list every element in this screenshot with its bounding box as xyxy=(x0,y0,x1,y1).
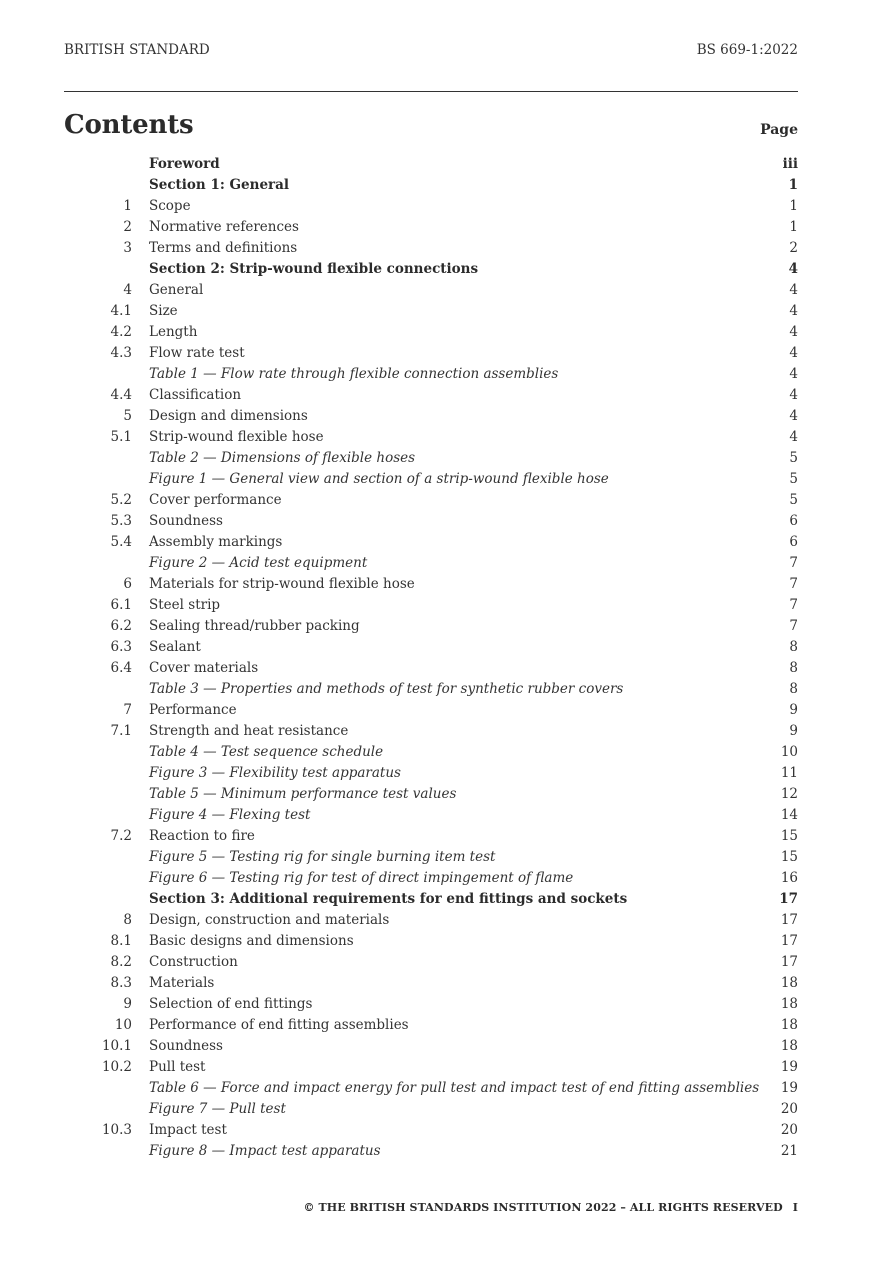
toc-entry-number: 2 xyxy=(123,219,132,235)
toc-entry[interactable] xyxy=(64,532,798,553)
toc-entry-title: Sealant xyxy=(149,639,201,655)
toc-entry-title: Assembly markings xyxy=(149,534,283,550)
toc-entry-title: Strength and heat resistance xyxy=(149,723,349,739)
toc-entry-page: 15 xyxy=(780,828,798,844)
toc-entry[interactable] xyxy=(64,511,798,532)
toc-entry-number: 8.1 xyxy=(110,933,132,949)
toc-entry-page: 21 xyxy=(780,1143,798,1159)
page-folio: I xyxy=(792,1201,798,1214)
toc-entry[interactable] xyxy=(64,301,798,322)
toc-entry-page: 8 xyxy=(789,660,798,676)
toc-entry[interactable] xyxy=(64,868,798,889)
toc-entry-number: 4.3 xyxy=(110,345,132,361)
toc-entry-title: Normative references xyxy=(149,219,299,235)
toc-entry-number: 3 xyxy=(123,240,132,256)
toc-entry[interactable] xyxy=(64,553,798,574)
toc-entry[interactable] xyxy=(64,364,798,385)
toc-entry-title: Performance xyxy=(149,702,237,718)
toc-entry-title: Flow rate test xyxy=(149,345,245,361)
toc-entry-page: 15 xyxy=(780,849,798,865)
toc-entry-title: Soundness xyxy=(149,513,223,529)
toc-entry[interactable] xyxy=(64,931,798,952)
toc-entry-page: 4 xyxy=(789,303,798,319)
toc-entry[interactable] xyxy=(64,952,798,973)
toc-entry-number: 7.2 xyxy=(110,828,132,844)
toc-entry-page: 7 xyxy=(789,618,798,634)
toc-entry-number: 7 xyxy=(123,702,132,718)
toc-entry[interactable] xyxy=(64,805,798,826)
toc-entry-title: Terms and definitions xyxy=(149,240,298,256)
toc-entry-number: 5.2 xyxy=(110,492,132,508)
toc-entry-title: Figure 5 — Testing rig for single burning item test xyxy=(149,849,496,865)
toc-entry-title: Basic designs and dimensions xyxy=(149,933,354,949)
toc-entry[interactable] xyxy=(64,889,798,910)
toc-entry-number: 5.3 xyxy=(110,513,132,529)
standard-number: BS 669-1:2022 xyxy=(696,42,798,58)
toc-entry-page: 4 xyxy=(789,282,798,298)
toc-entry-page: 16 xyxy=(780,870,798,886)
toc-entry-number: 5.4 xyxy=(110,534,132,550)
toc-entry-title: Impact test xyxy=(149,1122,227,1138)
toc-entry-title: Cover performance xyxy=(149,492,282,508)
toc-entry-title: Cover materials xyxy=(149,660,259,676)
toc-entry-title: Foreword xyxy=(149,156,220,172)
toc-entry[interactable] xyxy=(64,910,798,931)
toc-entry[interactable] xyxy=(64,721,798,742)
toc-entry[interactable] xyxy=(64,847,798,868)
toc-entry-title: Table 3 — Properties and methods of test for synthetic rubber covers xyxy=(149,681,624,697)
header-rule xyxy=(64,91,798,92)
toc-entry[interactable] xyxy=(64,763,798,784)
toc-entry-title: Pull test xyxy=(149,1059,206,1075)
page-footer xyxy=(303,1201,798,1214)
toc-entry-number: 4.4 xyxy=(110,387,132,403)
toc-entry[interactable] xyxy=(64,973,798,994)
toc-entry-number: 10.2 xyxy=(101,1059,132,1075)
toc-entry-number: 10 xyxy=(114,1017,132,1033)
toc-entry[interactable] xyxy=(64,175,798,196)
toc-entry-number: 10.1 xyxy=(101,1038,132,1054)
toc-entry-page: 17 xyxy=(779,891,798,907)
toc-entry[interactable] xyxy=(64,679,798,700)
toc-entry-page: 8 xyxy=(789,681,798,697)
toc-entry-number: 6 xyxy=(123,576,132,592)
toc-entry-title: Table 5 — Minimum performance test values xyxy=(149,786,457,802)
toc-entry[interactable] xyxy=(64,1099,798,1120)
toc-entry-page: 4 xyxy=(789,429,798,445)
toc-entry-title: Design and dimensions xyxy=(149,408,308,424)
toc-entry-title: Figure 2 — Acid test equipment xyxy=(149,555,368,571)
toc-entry-page: 4 xyxy=(789,408,798,424)
toc-entry-title: Selection of end fittings xyxy=(149,996,313,1012)
toc-entry-page: 2 xyxy=(789,240,798,256)
toc-entry-page: 18 xyxy=(780,996,798,1012)
toc-entry-title: Length xyxy=(149,324,198,340)
toc-entry-page: 4 xyxy=(789,345,798,361)
toc-entry-page: iii xyxy=(782,156,798,172)
toc-entry-title: Figure 6 — Testing rig for test of direct impingement of flame xyxy=(149,870,574,886)
toc-entry-title: Figure 7 — Pull test xyxy=(149,1101,286,1117)
toc-entry[interactable] xyxy=(64,196,798,217)
toc-entry-page: 1 xyxy=(789,198,798,214)
toc-entry[interactable] xyxy=(64,343,798,364)
toc-entry-title: Table 1 — Flow rate through flexible connection assemblies xyxy=(149,366,559,382)
toc-entry[interactable] xyxy=(64,595,798,616)
toc-entry-page: 5 xyxy=(789,492,798,508)
standard-type-label: BRITISH STANDARD xyxy=(64,42,210,58)
toc-entry-title: Classification xyxy=(149,387,242,403)
toc-entry-page: 17 xyxy=(780,954,798,970)
toc-entry-title: Figure 3 — Flexibility test apparatus xyxy=(149,765,401,781)
toc-entry-page: 1 xyxy=(788,177,798,193)
toc-entry[interactable] xyxy=(64,700,798,721)
toc-entry-number: 8.3 xyxy=(110,975,132,991)
toc-entry[interactable] xyxy=(64,637,798,658)
toc-entry-page: 18 xyxy=(780,975,798,991)
toc-entry-page: 17 xyxy=(780,933,798,949)
toc-entry[interactable] xyxy=(64,1078,798,1099)
toc-entry-page: 17 xyxy=(780,912,798,928)
toc-entry-page: 6 xyxy=(789,534,798,550)
toc-entry-page: 11 xyxy=(780,765,798,781)
toc-entry-page: 7 xyxy=(789,597,798,613)
toc-entry[interactable] xyxy=(64,280,798,301)
toc-entry-number: 4 xyxy=(123,282,132,298)
toc-entry[interactable] xyxy=(64,406,798,427)
toc-entry[interactable] xyxy=(64,994,798,1015)
toc-entry[interactable] xyxy=(64,469,798,490)
toc-entry-page: 4 xyxy=(788,261,798,277)
toc-entry-page: 5 xyxy=(789,471,798,487)
toc-entry-title: Table 2 — Dimensions of flexible hoses xyxy=(149,450,416,466)
running-header xyxy=(64,42,798,60)
copyright-notice: © THE BRITISH STANDARDS INSTITUTION 2022 – ALL RIGHTS RESERVED xyxy=(303,1201,783,1214)
toc-entry-page: 4 xyxy=(789,366,798,382)
table-of-contents xyxy=(64,154,798,1162)
toc-entry-number: 7.1 xyxy=(110,723,132,739)
toc-entry-number: 1 xyxy=(123,198,132,214)
toc-entry[interactable] xyxy=(64,259,798,280)
toc-entry[interactable] xyxy=(64,1015,798,1036)
toc-entry-page: 4 xyxy=(789,324,798,340)
toc-entry[interactable] xyxy=(64,1057,798,1078)
toc-entry[interactable] xyxy=(64,154,798,175)
toc-entry-number: 8 xyxy=(123,912,132,928)
toc-entry-title: Section 2: Strip-wound flexible connections xyxy=(149,261,479,277)
toc-entry-title: Performance of end fitting assemblies xyxy=(149,1017,409,1033)
page-column-label: Page xyxy=(760,122,798,138)
toc-entry[interactable] xyxy=(64,742,798,763)
toc-entry[interactable] xyxy=(64,784,798,805)
toc-entry-page: 7 xyxy=(789,555,798,571)
toc-entry-title: Table 6 — Force and impact energy for pull test and impact test of end fitting assemblies xyxy=(149,1080,760,1096)
toc-entry-page: 18 xyxy=(780,1038,798,1054)
toc-entry[interactable] xyxy=(64,1120,798,1141)
toc-entry-title: Figure 8 — Impact test apparatus xyxy=(149,1143,381,1159)
toc-entry-page: 9 xyxy=(789,723,798,739)
toc-entry-title: General xyxy=(149,282,204,298)
toc-entry-title: Steel strip xyxy=(149,597,221,613)
toc-entry-title: Sealing thread/rubber packing xyxy=(149,618,360,634)
toc-entry-title: Strip-wound flexible hose xyxy=(149,429,324,445)
toc-entry[interactable] xyxy=(64,217,798,238)
toc-entry-page: 19 xyxy=(780,1080,798,1096)
toc-entry-title: Size xyxy=(149,303,178,319)
toc-entry-title: Section 1: General xyxy=(149,177,290,193)
toc-entry-page: 1 xyxy=(789,219,798,235)
toc-entry-number: 4.2 xyxy=(110,324,132,340)
toc-entry-number: 8.2 xyxy=(110,954,132,970)
toc-entry-page: 4 xyxy=(789,387,798,403)
toc-entry-number: 10.3 xyxy=(101,1122,132,1138)
toc-entry-page: 9 xyxy=(789,702,798,718)
toc-entry[interactable] xyxy=(64,490,798,511)
toc-entry-page: 19 xyxy=(780,1059,798,1075)
toc-entry-page: 12 xyxy=(780,786,798,802)
toc-entry-title: Figure 4 — Flexing test xyxy=(149,807,311,823)
toc-entry-number: 6.3 xyxy=(110,639,132,655)
toc-entry-title: Construction xyxy=(149,954,238,970)
toc-entry[interactable] xyxy=(64,1036,798,1057)
toc-entry-number: 5.1 xyxy=(110,429,132,445)
toc-entry-page: 7 xyxy=(789,576,798,592)
toc-entry-title: Design, construction and materials xyxy=(149,912,390,928)
toc-entry-title: Soundness xyxy=(149,1038,223,1054)
toc-entry[interactable] xyxy=(64,616,798,637)
toc-entry-page: 20 xyxy=(780,1101,798,1117)
toc-entry-number: 6.1 xyxy=(110,597,132,613)
toc-entry-page: 8 xyxy=(789,639,798,655)
toc-entry[interactable] xyxy=(64,385,798,406)
toc-entry-title: Scope xyxy=(149,198,191,214)
toc-entry[interactable] xyxy=(64,658,798,679)
toc-entry[interactable] xyxy=(64,1141,798,1162)
toc-entry-number: 4.1 xyxy=(110,303,132,319)
toc-entry-title: Materials xyxy=(149,975,215,991)
toc-entry[interactable] xyxy=(64,574,798,595)
toc-entry[interactable] xyxy=(64,826,798,847)
toc-entry[interactable] xyxy=(64,427,798,448)
toc-entry-title: Table 4 — Test sequence schedule xyxy=(149,744,384,760)
toc-entry-page: 10 xyxy=(780,744,798,760)
toc-entry-title: Figure 1 — General view and section of a strip-wound flexible hose xyxy=(149,471,609,487)
toc-entry-page: 6 xyxy=(789,513,798,529)
toc-entry[interactable] xyxy=(64,238,798,259)
toc-entry[interactable] xyxy=(64,448,798,469)
toc-entry-number: 6.4 xyxy=(110,660,132,676)
toc-entry-title: Section 3: Additional requirements for end fittings and sockets xyxy=(149,891,628,907)
toc-entry-number: 5 xyxy=(123,408,132,424)
toc-entry-page: 18 xyxy=(780,1017,798,1033)
toc-entry-page: 5 xyxy=(789,450,798,466)
toc-entry-page: 14 xyxy=(780,807,798,823)
toc-entry[interactable] xyxy=(64,322,798,343)
contents-heading: Contents xyxy=(64,110,194,140)
toc-entry-title: Reaction to fire xyxy=(149,828,255,844)
toc-entry-number: 6.2 xyxy=(110,618,132,634)
toc-entry-number: 9 xyxy=(123,996,132,1012)
toc-entry-title: Materials for strip-wound flexible hose xyxy=(149,576,415,592)
document-page xyxy=(64,0,798,1262)
toc-entry-page: 20 xyxy=(780,1122,798,1138)
